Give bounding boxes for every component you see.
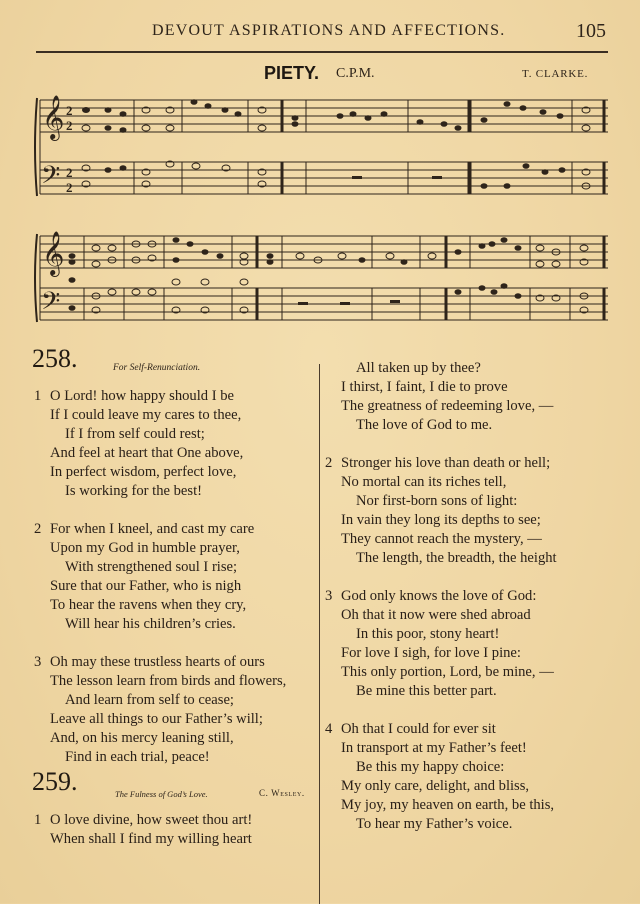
verse-line: In vain they long its depths to see; bbox=[341, 512, 541, 528]
verse-line: And learn from self to cease; bbox=[65, 692, 234, 708]
verse-line: They cannot reach the mystery, — bbox=[341, 531, 542, 547]
verse-line: In this poor, stony heart! bbox=[356, 626, 500, 642]
verse-line: To hear the ravens when they cry, bbox=[50, 597, 247, 613]
score-staves-2 bbox=[0, 222, 640, 332]
hymn-259-stanza-3: 3 God only knows the love of God: Oh that it now were shed abroad In this poor, stony heart! For love I sigh, for love I pine: This only portion, Lord, be mine, — Be mine this better part. bbox=[325, 588, 554, 699]
verse-line: Be this my happy choice: bbox=[356, 759, 505, 775]
verse-line: I thirst, I faint, I die to prove bbox=[341, 379, 508, 395]
verse-line: O love divine, how sweet thou art! bbox=[50, 812, 253, 828]
verse-line: Upon my God in humble prayer, bbox=[50, 540, 240, 556]
verse-line: In perfect wisdom, perfect love, bbox=[50, 464, 237, 480]
verse-line: With strengthened soul I rise; bbox=[65, 559, 238, 575]
verse-line: Stronger his love than death or hell; bbox=[341, 455, 551, 471]
hymn-258-stanza-3: 3 Oh may these trustless hearts of ours The lesson learn from birds and flowers, And learn from self to cease; Leave all things to our Father’s will; And, on his mercy leaning still, Find in each trial, peace! bbox=[34, 654, 287, 765]
tune-composer: T. CLARKE. bbox=[522, 68, 589, 80]
svg-text:𝄞: 𝄞 bbox=[42, 95, 65, 139]
hymn-259-stanza-1-cont bbox=[341, 359, 621, 435]
hymn-259-stanza-2: 2 Stronger his love than death or hell; No mortal can its riches tell, Nor first-born sons of light: In vain they long its depths to see; They cannot reach the mystery, — The length, the breadth, the height bbox=[325, 455, 557, 566]
running-title: DEVOUT ASPIRATIONS AND AFFECTIONS. bbox=[152, 22, 506, 39]
verse-line: Is working for the best! bbox=[65, 483, 202, 499]
verse-line: O Lord! how happy should I be bbox=[50, 388, 235, 404]
verse-line: My joy, my heaven on earth, be this, bbox=[341, 797, 555, 813]
verse-line: The lesson learn from birds and flowers, bbox=[50, 673, 287, 689]
score-staves-1 bbox=[0, 88, 640, 203]
tune-title: PIETY. bbox=[264, 63, 320, 83]
verse-line: All taken up by thee? bbox=[356, 360, 481, 376]
hymn-259-author: C. Wesley. bbox=[259, 788, 305, 798]
svg-text:2: 2 bbox=[66, 165, 73, 180]
verse-line: Oh that it now were shed abroad bbox=[341, 607, 531, 623]
hymn-259-number: 259. bbox=[32, 767, 78, 796]
hymn-258-title: For Self-Renunciation. bbox=[113, 363, 201, 373]
tune-meter: C.P.M. bbox=[336, 66, 375, 81]
verse-line: When shall I find my willing heart bbox=[50, 831, 252, 847]
music-system-1 bbox=[0, 88, 640, 203]
verse-line: Leave all things to our Father’s will; bbox=[50, 711, 263, 727]
verse-line: For when I kneel, and cast my care bbox=[50, 521, 255, 537]
verse-line: The love of God to me. bbox=[356, 417, 493, 433]
verse-line: Nor first-born sons of light: bbox=[356, 493, 518, 509]
right-column bbox=[325, 359, 621, 853]
verse-line: The greatness of redeeming love, — bbox=[341, 398, 554, 414]
verse-line: Find in each trial, peace! bbox=[65, 749, 210, 765]
verse-line: For love I sigh, for love I pine: bbox=[341, 645, 521, 661]
verse-line: And feel at heart that One above, bbox=[50, 445, 244, 461]
svg-text:𝄢: 𝄢 bbox=[41, 161, 61, 196]
hymn-258-number: 258. bbox=[32, 344, 78, 373]
verse-line: And, on his mercy leaning still, bbox=[50, 730, 234, 746]
verse-line: Sure that our Father, who is nigh bbox=[50, 578, 242, 594]
verse-line: In transport at my Father’s feet! bbox=[341, 740, 527, 756]
left-column-259 bbox=[34, 811, 310, 868]
svg-text:2: 2 bbox=[66, 180, 73, 195]
svg-text:2: 2 bbox=[66, 118, 73, 133]
verse-line: God only knows the love of God: bbox=[341, 588, 537, 604]
music-system-2 bbox=[0, 222, 640, 332]
verse-line: Will hear his children’s cries. bbox=[65, 616, 236, 632]
running-head bbox=[0, 22, 640, 46]
verse-line: Oh may these trustless hearts of ours bbox=[50, 654, 265, 670]
header-rule bbox=[36, 51, 608, 53]
verse-line: This only portion, Lord, be mine, — bbox=[341, 664, 554, 680]
verse-line: Oh that I could for ever sit bbox=[341, 721, 496, 737]
verse-line: My only care, delight, and bliss, bbox=[341, 778, 530, 794]
column-divider bbox=[319, 364, 320, 904]
hymn-259-stanza-4: 4 Oh that I could for ever sit In transport at my Father’s feet! Be this my happy choice: My only care, delight, and bliss, My joy, my heaven on earth, be this, To hear my Father’s voice. bbox=[325, 721, 555, 832]
verse-line: Be mine this better part. bbox=[356, 683, 497, 699]
verse-line: If I from self could rest; bbox=[65, 426, 205, 442]
hymn-258-stanza-2: 2 For when I kneel, and cast my care Upon my God in humble prayer, With strengthened soul I rise; Sure that our Father, who is nigh To hear the ravens when they cry, Will hear his children’s cries. bbox=[34, 521, 255, 632]
hymn-259-title: The Fulness of God’s Love. bbox=[115, 789, 208, 799]
verse-line: The length, the breadth, the height bbox=[356, 550, 557, 566]
hymn-259-stanza-1-start: 1 O love divine, how sweet thou art! When shall I find my willing heart bbox=[34, 812, 253, 847]
svg-text:𝄢: 𝄢 bbox=[41, 287, 61, 322]
verse-line: To hear my Father’s voice. bbox=[356, 816, 513, 832]
verse-line: No mortal can its riches tell, bbox=[341, 474, 507, 490]
svg-text:𝄞: 𝄞 bbox=[42, 231, 65, 275]
page-number: 105 bbox=[576, 20, 606, 42]
verse-line: If I could leave my cares to thee, bbox=[50, 407, 242, 423]
hymn-258-stanza-1: 1 O Lord! how happy should I be If I could leave my cares to thee, If I from self could rest; And feel at heart that One above, In perfect wisdom, perfect love, Is working for the best! bbox=[34, 388, 244, 499]
svg-text:2: 2 bbox=[66, 103, 73, 118]
